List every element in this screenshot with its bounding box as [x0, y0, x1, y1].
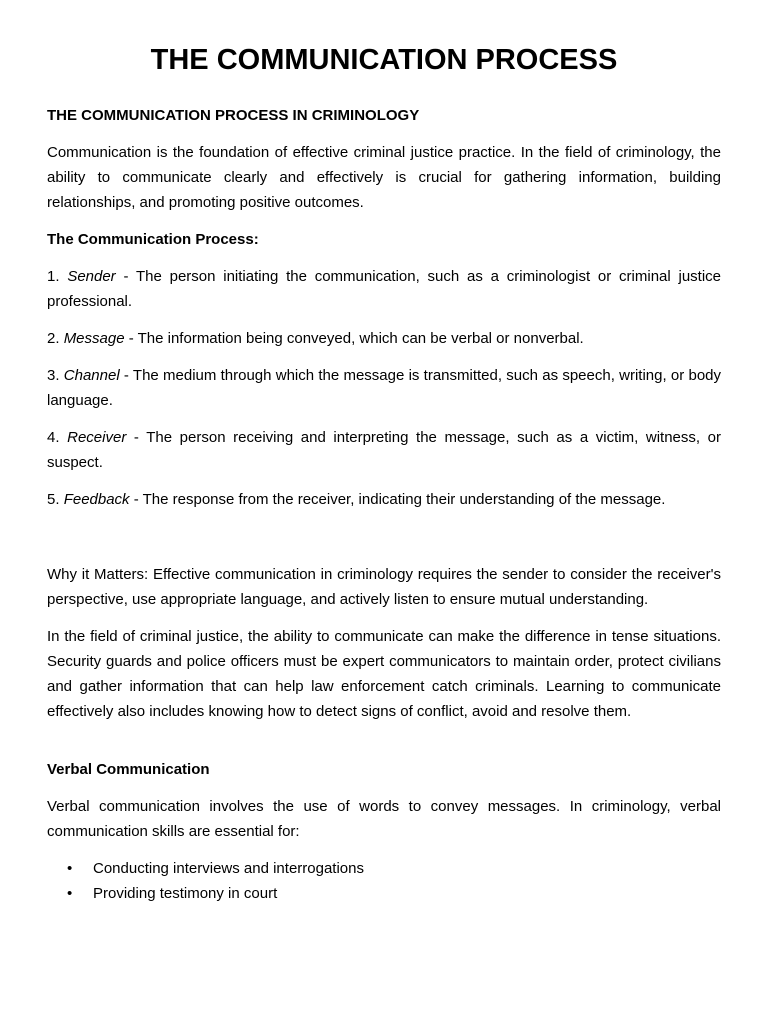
bullet-list — [47, 856, 721, 906]
verbal-intro-paragraph: Verbal communication involves the use of words to convey messages. In criminology, verbal communication skills are essential for: — [47, 798, 721, 840]
step-text: - The medium through which the message is transmitted, such as speech, writing, or body language. — [47, 367, 721, 409]
process-step — [47, 487, 721, 512]
step-term: Sender — [67, 268, 116, 285]
section-heading: THE COMMUNICATION PROCESS IN CRIMINOLOGY — [47, 107, 420, 124]
bullet-icon: • — [67, 860, 73, 877]
step-term: Message — [63, 330, 125, 347]
process-step — [47, 425, 721, 475]
document-body — [47, 103, 721, 906]
step-term: Feedback — [63, 491, 130, 508]
bullet-text: Providing testimony in court — [93, 885, 278, 902]
step-text: - The person receiving and interpreting the message, such as a victim, witness, or suspect. — [47, 429, 722, 471]
bullet-text: Conducting interviews and interrogations — [93, 860, 364, 877]
process-heading: The Communication Process: — [47, 231, 259, 248]
criminal-justice-paragraph: In the field of criminal justice, the ability to communicate can make the difference in tense situations. Security guards and police officers must be expert communicators to maintain order, protect civilians and gather information that can help law enforcement catch criminals. Learning to communicate effectively also includes knowing how to detect signs of conflict, avoid and resolve them. — [47, 628, 721, 720]
intro-paragraph: Communication is the foundation of effective criminal justice practice. In the field of criminology, the ability to communicate clearly and effectively is crucial for gathering information, building relationships, and promoting positive outcomes. — [47, 144, 721, 211]
step-text: - The person initiating the communication, such as a criminologist or criminal justice professional. — [47, 268, 722, 310]
bullet-item — [47, 856, 721, 881]
step-term: Receiver — [67, 429, 127, 446]
process-step — [47, 363, 721, 413]
why-it-matters-paragraph: Why it Matters: Effective communication in criminology requires the sender to consider the receiver's perspective, use appropriate language, and actively listen to ensure mutual understanding. — [47, 566, 721, 608]
step-text: - The response from the receiver, indicating their understanding of the message. — [129, 491, 666, 508]
step-term: Channel — [63, 367, 120, 384]
verbal-heading: Verbal Communication — [47, 761, 210, 778]
process-step — [47, 264, 721, 314]
step-number: 1. — [47, 268, 60, 285]
step-number: 4. — [47, 429, 60, 446]
step-number: 2. — [47, 330, 60, 347]
document-title: THE COMMUNICATION PROCESS — [150, 44, 618, 76]
bullet-item — [47, 881, 721, 906]
step-number: 3. — [47, 367, 60, 384]
bullet-icon: • — [67, 885, 73, 902]
process-step — [47, 326, 721, 351]
step-number: 5. — [47, 491, 60, 508]
step-text: - The information being conveyed, which can be verbal or nonverbal. — [124, 330, 584, 347]
